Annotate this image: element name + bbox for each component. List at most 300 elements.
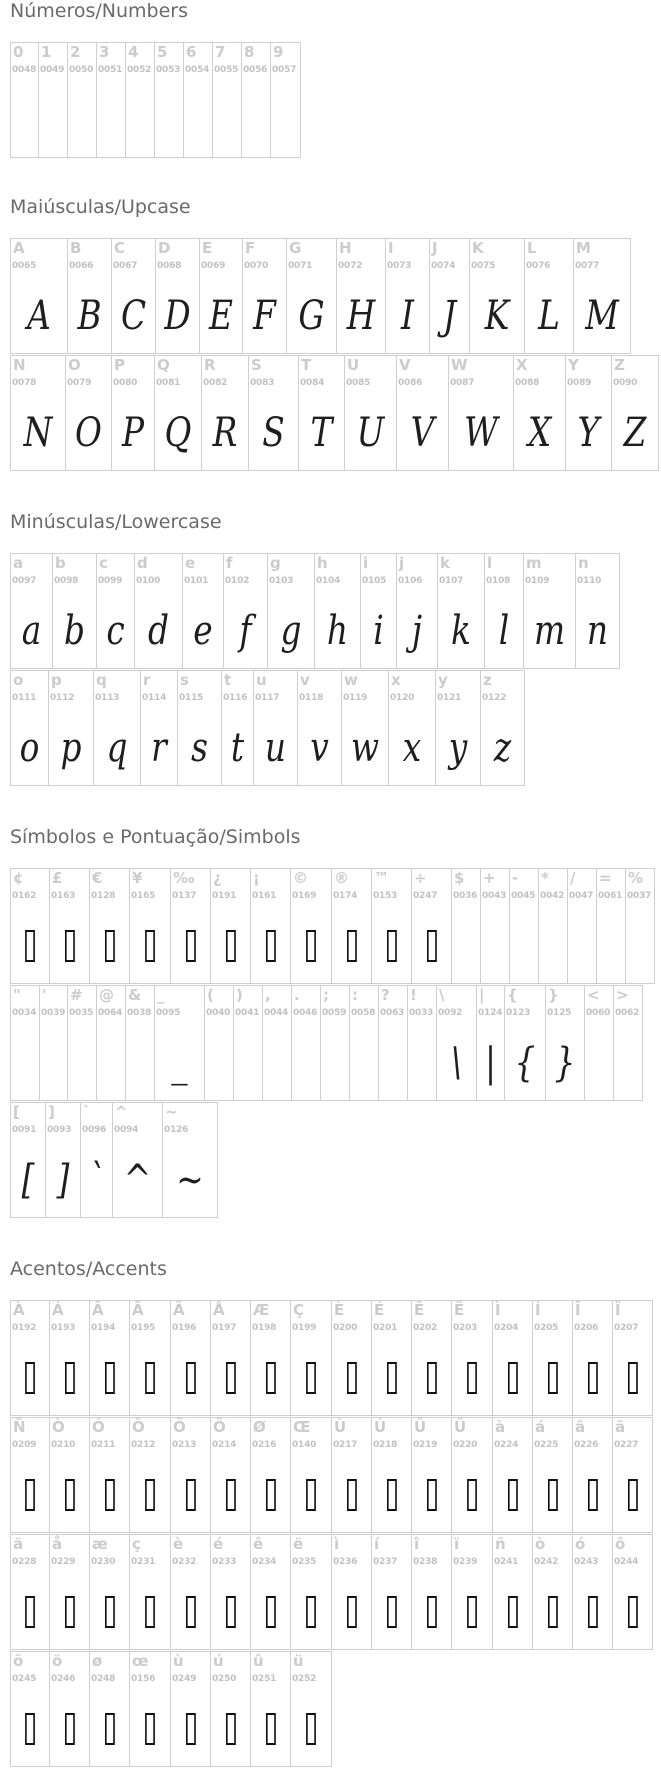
character-label: Ç [293,1301,305,1319]
character-label: ! [410,986,417,1004]
character-code: 0241 [494,1557,519,1567]
character-label: î [414,1535,420,1553]
glyph-cell [251,1534,291,1650]
character-label: ™ [374,869,389,887]
character-label: s [180,671,189,689]
character-code: 0033 [409,1008,434,1018]
glyph-cell [268,553,315,669]
character-code: 0103 [269,576,294,586]
missing-glyph-box [416,1464,448,1526]
missing-glyph-box [134,1581,167,1643]
character-code: 0196 [172,1323,197,1333]
character-label: 8 [244,43,255,61]
character-label: 5 [157,43,168,61]
missing-glyph-box [537,1347,569,1409]
character-label: P [114,356,125,374]
glyph-cell [10,42,39,158]
missing-glyph-box [255,1464,287,1526]
character-code: 0114 [142,693,167,703]
character-label: ê [253,1535,264,1553]
missing-glyph-box [134,1347,167,1409]
character-label: Õ [173,1418,186,1436]
glyph-preview: v [310,725,329,771]
character-label: F [245,239,256,257]
character-code: 0034 [12,1008,37,1018]
glyph-cell [49,670,94,786]
character-code: 0069 [201,261,226,271]
character-label: M [576,239,591,257]
glyph-cell [90,1651,130,1767]
glyph-preview: q [106,725,128,771]
character-label: 4 [128,43,139,61]
character-code: 0216 [252,1440,277,1450]
glyph-cell [163,1102,218,1218]
character-label: u [256,671,267,689]
character-code: 0066 [69,261,94,271]
character-code: 0230 [91,1557,116,1567]
glyph-preview: U [356,410,385,456]
character-code: 0234 [252,1557,277,1567]
character-code: 0232 [172,1557,197,1567]
glyph-cell [97,985,126,1101]
missing-glyph-box [94,1581,126,1643]
character-code: 0093 [47,1125,72,1135]
glyph-cell [574,238,631,354]
character-label: Y [568,356,579,374]
character-code: 0108 [486,576,511,586]
glyph-cell [90,868,130,984]
character-code: 0226 [574,1440,599,1450]
character-code: 0217 [333,1440,358,1450]
glyph-row [10,1102,218,1218]
missing-glyph-box [336,1347,368,1409]
character-code: 0245 [12,1674,37,1684]
character-label: ç [132,1535,141,1553]
character-code: 0249 [172,1674,197,1684]
character-label: ü [293,1652,304,1670]
glyph-cell [315,553,361,669]
character-code: 0106 [398,576,423,586]
character-code: 0053 [156,65,181,75]
character-code: 0246 [51,1674,76,1684]
glyph-cell [50,1300,90,1416]
glyph-row [10,238,631,354]
glyph-cell [345,355,397,471]
character-code: 0153 [373,891,398,901]
glyph-cell [130,868,171,984]
missing-glyph-box [175,1698,207,1760]
glyph-cell [178,670,222,786]
character-code: 0122 [482,693,507,703]
character-code: 0070 [244,261,269,271]
character-label: $ [454,869,465,887]
glyph-cell [10,1651,50,1767]
missing-glyph-box [54,1581,86,1643]
glyph-cell [251,1300,291,1416]
glyph-cell [271,42,301,158]
missing-glyph-box [577,1347,609,1409]
character-code: 0229 [51,1557,76,1567]
character-label: Ú [374,1418,387,1436]
glyph-cell [291,1651,332,1767]
missing-glyph-box [215,1464,247,1526]
missing-glyph-box [295,1698,328,1760]
glyph-preview: i [373,608,384,654]
glyph-cell [222,670,254,786]
character-label: + [483,869,496,887]
character-label: Ò [52,1418,65,1436]
character-code: 0084 [300,378,325,388]
character-label: ï [454,1535,460,1553]
glyph-row [10,355,659,471]
character-label: Ã [132,1301,144,1319]
character-label: ¥ [132,869,143,887]
glyph-preview: l [498,608,510,654]
missing-glyph-box [134,1464,167,1526]
section-title: Símbolos e Pontuação/Simbols [10,826,301,848]
character-code: 0212 [131,1440,156,1450]
character-code: 0161 [252,891,277,901]
character-code: 0191 [212,891,237,901]
glyph-cell [437,985,477,1101]
glyph-cell [50,1417,90,1533]
character-label: @ [99,986,114,1004]
character-code: 0063 [380,1008,405,1018]
character-label: > [616,986,629,1004]
glyph-cell [68,238,112,354]
missing-glyph-box [215,1581,247,1643]
character-code: 0075 [471,261,496,271]
glyph-row [10,1417,653,1533]
missing-glyph-box [175,1464,207,1526]
glyph-cell [613,1300,653,1416]
character-code: 0239 [453,1557,478,1567]
missing-glyph-box [14,1581,45,1643]
glyph-cell [389,670,436,786]
section-title: Números/Numbers [10,0,188,22]
missing-glyph-box [456,1581,489,1643]
glyph-cell [184,42,213,158]
character-label: 6 [186,43,197,61]
glyph-cell [568,868,597,984]
glyph-preview: h [326,608,349,654]
character-label: S [251,356,262,374]
glyph-cell [505,985,546,1101]
missing-glyph-box [94,1698,126,1760]
character-label: Ô [132,1418,145,1436]
character-label: n [578,554,589,572]
glyph-cell [291,868,332,984]
character-label: b [55,554,66,572]
character-label: É [374,1301,385,1319]
glyph-cell [379,985,408,1101]
glyph-row [10,1534,653,1650]
glyph-cell [224,553,268,669]
character-code: 0194 [91,1323,116,1333]
character-label: £ [52,869,63,887]
glyph-cell [251,1417,291,1533]
character-label: v [300,671,310,689]
missing-glyph-box [94,1347,126,1409]
character-code: 0124 [478,1008,503,1018]
glyph-cell [573,1300,613,1416]
character-code: 0218 [373,1440,398,1450]
glyph-cell [251,868,291,984]
character-label: A [13,239,25,257]
glyph-cell [438,553,485,669]
glyph-cell [171,1300,211,1416]
character-code: 0086 [398,378,423,388]
character-code: 0198 [252,1323,277,1333]
character-label: J [432,239,438,257]
character-code: 0250 [212,1674,237,1684]
glyph-cell [287,238,337,354]
glyph-preview: W [464,410,498,456]
missing-glyph-box [416,1347,448,1409]
glyph-cell [481,670,525,786]
character-label: ä [13,1535,24,1553]
character-label: / [570,869,576,887]
glyph-cell [53,553,97,669]
glyph-preview: Z [623,410,647,456]
character-label: ‰ [173,869,195,887]
character-label: é [213,1535,224,1553]
character-code: 0244 [614,1557,639,1567]
missing-glyph-box [54,1347,86,1409]
character-code: 0163 [51,891,76,901]
glyph-cell [449,355,514,471]
character-label: œ [132,1652,149,1670]
character-code: 0247 [413,891,438,901]
character-code: 0050 [69,65,94,75]
character-code: 0206 [574,1323,599,1333]
missing-glyph-box [94,915,126,977]
character-code: 0102 [225,576,250,586]
character-label: R [204,356,216,374]
character-label: Î [575,1301,581,1319]
character-label: û [253,1652,264,1670]
character-code: 0052 [127,65,152,75]
glyph-preview: Q [164,410,192,456]
glyph-cell [566,355,612,471]
character-label: _ [157,986,165,1004]
character-label: C [114,239,126,257]
glyph-cell [171,1651,211,1767]
character-code: 0228 [12,1557,37,1567]
character-label: T [301,356,312,374]
glyph-cell [39,42,68,158]
character-code: 0076 [526,261,551,271]
character-code: 0238 [413,1557,438,1567]
glyph-preview: k [451,608,471,654]
missing-glyph-box [336,1581,368,1643]
character-code: 0237 [373,1557,398,1567]
character-label: 9 [273,43,284,61]
character-label: < [587,986,600,1004]
glyph-cell [10,985,40,1101]
glyph-cell [234,985,263,1101]
character-code: 0042 [540,891,565,901]
character-code: 0061 [598,891,623,901]
character-label: ? [381,986,390,1004]
glyph-cell [514,355,566,471]
glyph-cell [372,1534,412,1650]
glyph-cell [576,553,620,669]
character-label: ã [615,1418,626,1436]
character-code: 0060 [586,1008,611,1018]
character-code: 0117 [255,693,280,703]
character-code: 0105 [362,576,387,586]
character-code: 0067 [113,261,138,271]
glyph-cell [50,1534,90,1650]
character-code: 0116 [223,693,248,703]
glyph-cell [412,868,452,984]
character-code: 0035 [69,1008,94,1018]
character-code: 0203 [453,1323,478,1333]
missing-glyph-box [94,1464,126,1526]
missing-glyph-box [255,1347,287,1409]
glyph-cell [200,238,243,354]
character-label: ú [213,1652,224,1670]
character-code: 0243 [574,1557,599,1567]
character-label: G [289,239,302,257]
character-label: Â [92,1301,104,1319]
glyph-cell [90,1300,130,1416]
character-code: 0094 [114,1125,139,1135]
character-code: 0051 [98,65,123,75]
missing-glyph-box [295,1464,328,1526]
glyph-preview: y [448,725,468,771]
glyph-cell [243,238,287,354]
missing-glyph-box [537,1464,569,1526]
character-code: 0235 [292,1557,317,1567]
character-code: 0123 [506,1008,531,1018]
glyph-cell [372,1300,412,1416]
character-label: À [13,1301,25,1319]
missing-glyph-box [54,1698,86,1760]
character-label: Û [414,1418,427,1436]
character-label: Ø [253,1418,266,1436]
character-label: Ë [454,1301,465,1319]
glyph-cell [332,1300,372,1416]
glyph-preview: | [484,1040,497,1086]
missing-glyph-box [215,915,247,977]
character-label: € [92,869,103,887]
character-label: ô [615,1535,626,1553]
character-code: 0081 [156,378,181,388]
glyph-preview: z [493,725,512,771]
missing-glyph-box [54,915,86,977]
glyph-preview: X [527,410,552,456]
glyph-preview: H [346,293,376,339]
missing-glyph-box [255,1698,287,1760]
glyph-cell [493,1534,533,1650]
character-code: 0082 [203,378,228,388]
glyph-preview: A [27,293,51,339]
character-code: 0056 [243,65,268,75]
glyph-cell [10,1534,50,1650]
character-label: ò [535,1535,546,1553]
missing-glyph-box [376,1464,408,1526]
character-code: 0090 [613,378,638,388]
character-code: 0220 [453,1440,478,1450]
character-code: 0074 [431,261,456,271]
character-label: : [352,986,358,1004]
glyph-cell [397,355,449,471]
missing-glyph-box [295,915,328,977]
glyph-preview: C [120,293,147,339]
character-code: 0049 [40,65,65,75]
glyph-row [10,1651,332,1767]
character-label: x [391,671,401,689]
missing-glyph-box [336,1464,368,1526]
missing-glyph-box [336,915,368,977]
glyph-cell [372,1417,412,1533]
character-label: i [363,554,369,572]
glyph-preview: e [193,608,213,654]
character-code: 0110 [577,576,602,586]
character-label: 1 [41,43,52,61]
glyph-cell [510,868,539,984]
glyph-cell [10,670,49,786]
glyph-cell [573,1417,613,1533]
character-code: 0072 [338,261,363,271]
character-label: I [388,239,394,257]
character-label: ì [334,1535,340,1553]
character-label: â [575,1418,586,1436]
character-code: 0064 [98,1008,123,1018]
character-label: g [270,554,281,572]
character-label: Ö [213,1418,226,1436]
glyph-preview: [ [21,1157,35,1203]
glyph-cell [292,985,321,1101]
glyph-cell [321,985,350,1101]
missing-glyph-box [416,915,448,977]
glyph-cell [597,868,626,984]
character-label: í [374,1535,380,1553]
glyph-cell [141,670,178,786]
character-code: 0101 [184,576,209,586]
glyph-cell [412,1534,452,1650]
character-code: 0118 [299,693,324,703]
glyph-cell [533,1534,573,1650]
glyph-cell [50,868,90,984]
missing-glyph-box [14,1347,45,1409]
glyph-cell [155,42,184,158]
missing-glyph-box [54,1464,86,1526]
glyph-cell [298,670,342,786]
character-code: 0225 [534,1440,559,1450]
character-label: è [173,1535,184,1553]
glyph-cell [10,868,50,984]
section-title: Minúsculas/Lowercase [10,511,222,533]
character-code: 0205 [534,1323,559,1333]
character-code: 0047 [569,891,594,901]
glyph-preview: L [538,293,560,339]
glyph-row [10,670,525,786]
glyph-cell [90,1534,130,1650]
missing-glyph-box [617,1464,649,1526]
character-label: a [13,554,24,572]
glyph-preview: G [298,293,325,339]
character-code: 0073 [387,261,412,271]
character-code: 0213 [172,1440,197,1450]
glyph-preview: M [585,293,619,339]
glyph-cell [573,1534,613,1650]
character-code: 0037 [627,891,652,901]
character-label: ; [323,986,329,1004]
character-code: 0096 [82,1125,107,1135]
